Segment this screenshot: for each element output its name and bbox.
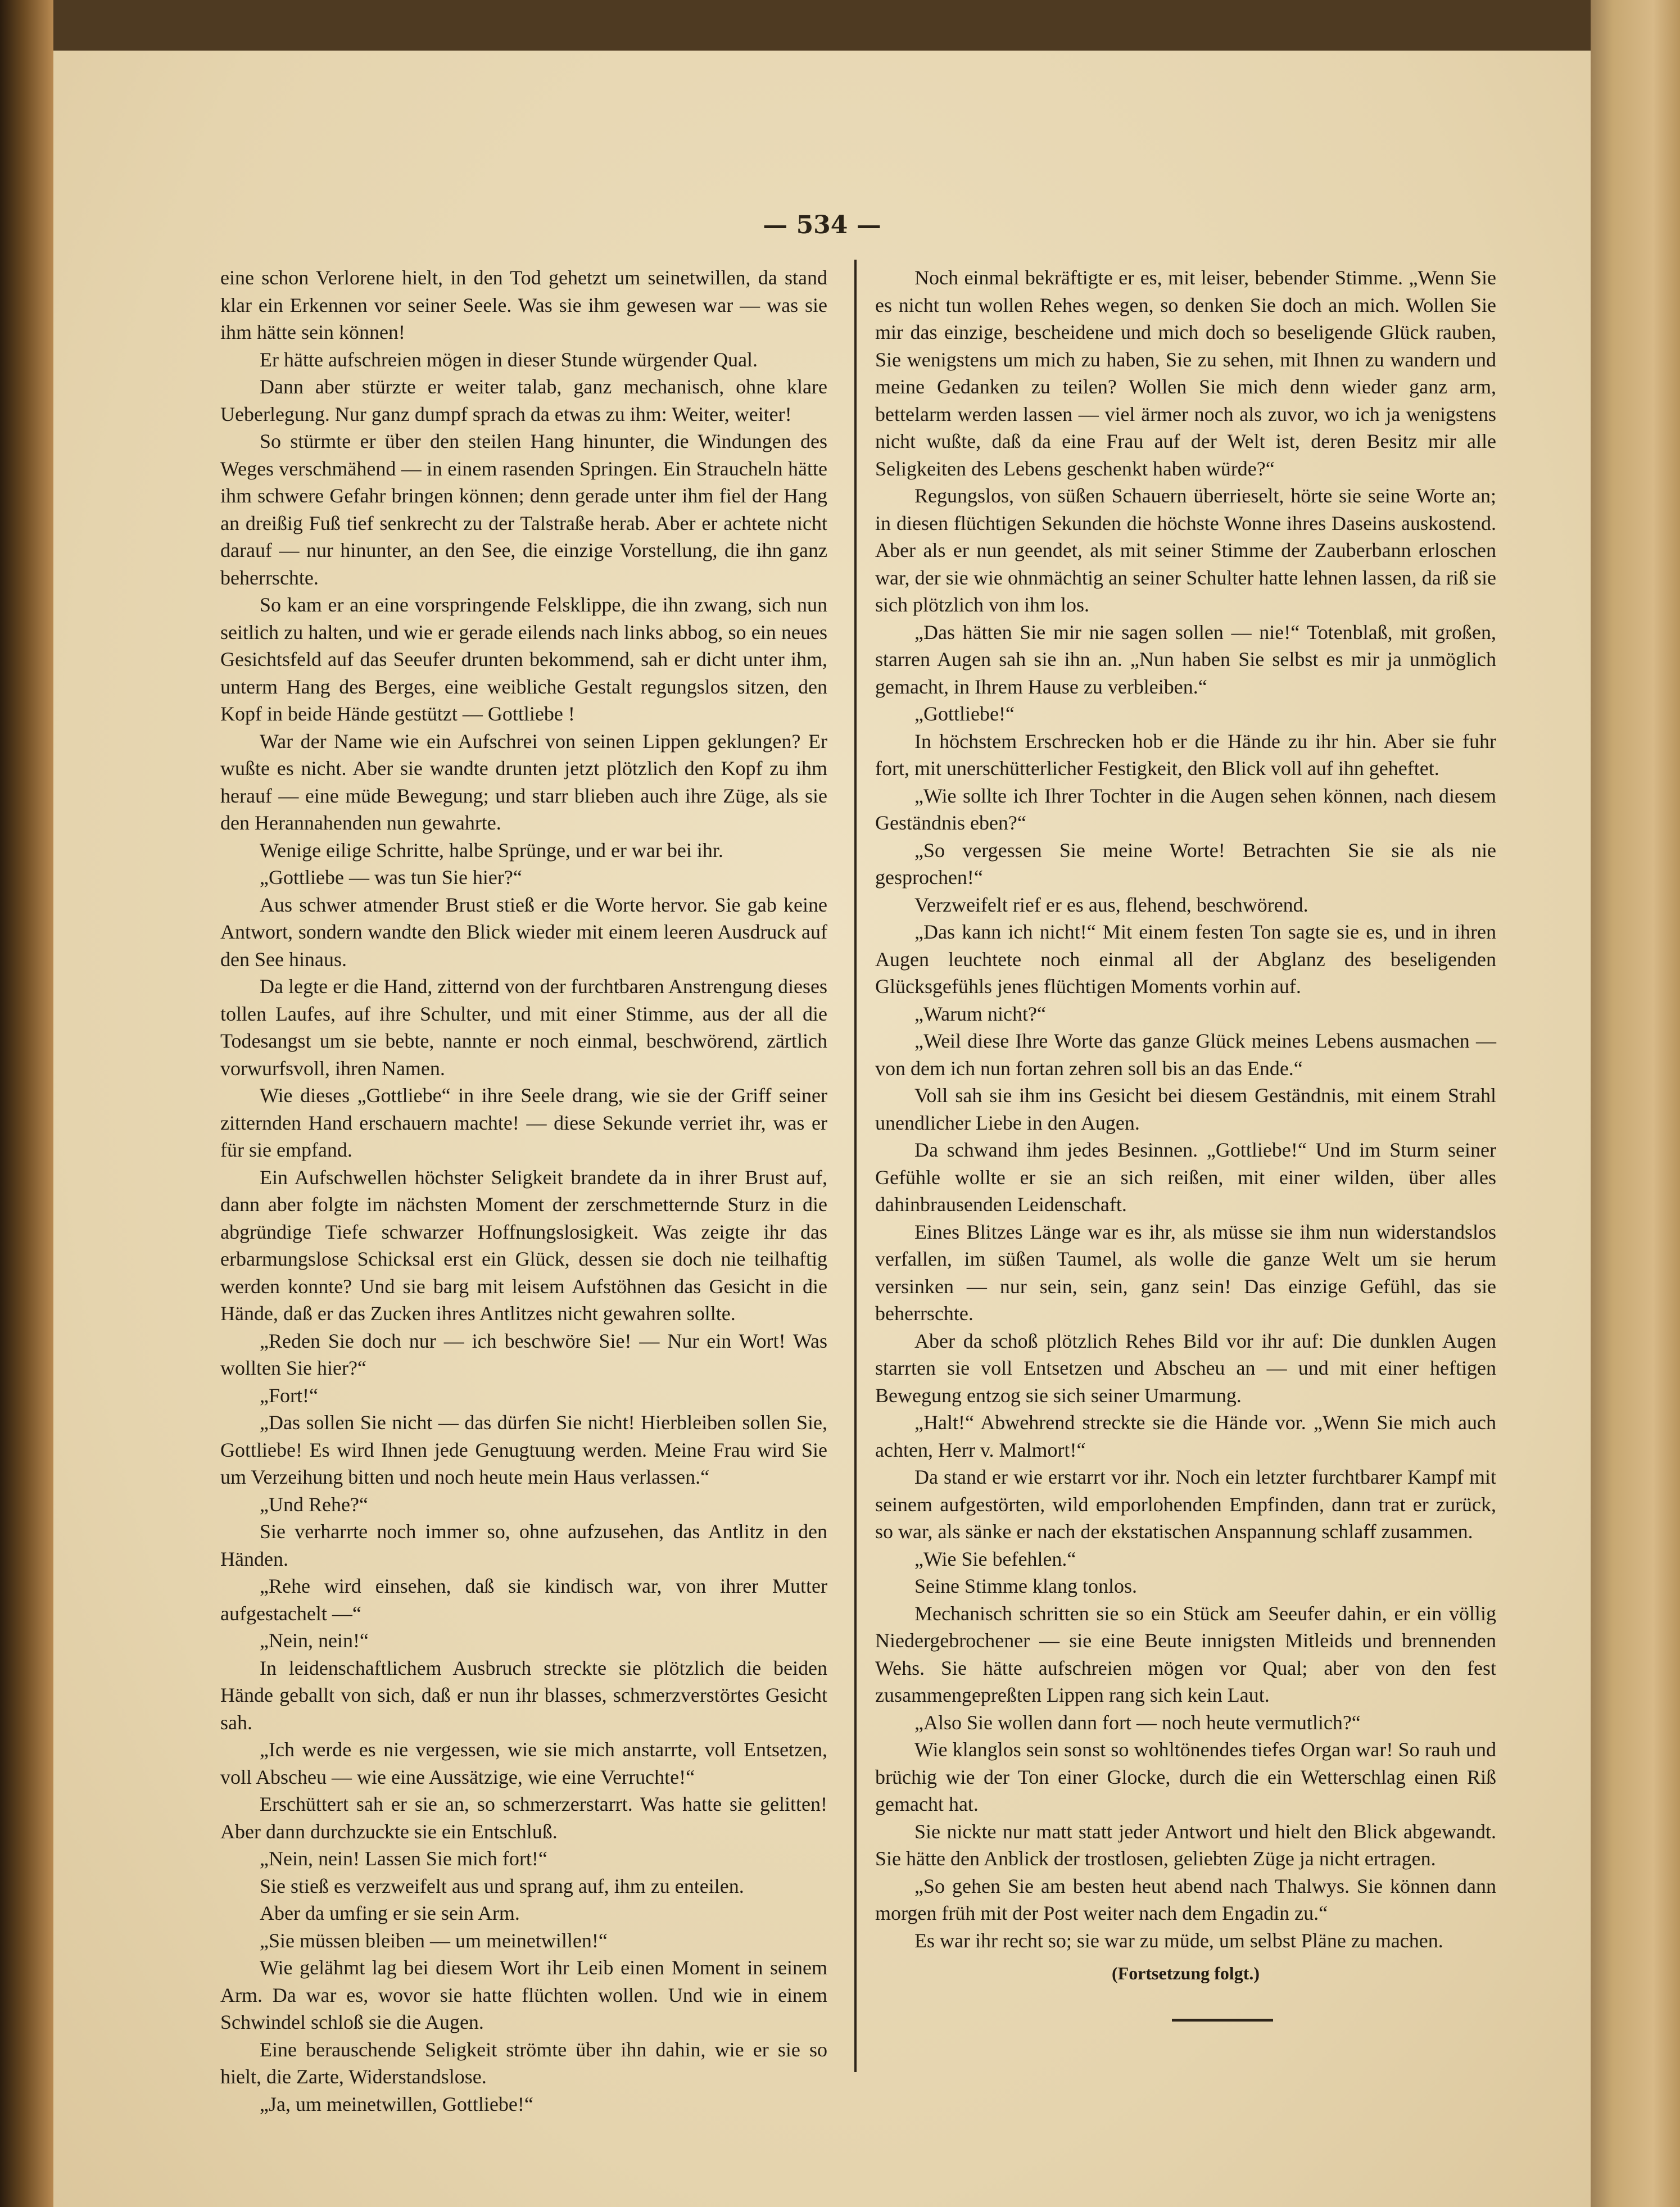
paragraph: Es war ihr recht so; sie war zu müde, um selbst Pläne zu machen. xyxy=(914,1929,1443,1952)
paragraph: Da schwand ihm jedes Besinnen. „Gottliebe!“ Und im Sturm seiner Gefühle wollte er sie an sich reißen, mit einer wilden, über alles dahinbrausenden Leidenschaft. xyxy=(875,1139,1496,1216)
paragraph: „Ja, um meinetwillen, Gottliebe!“ xyxy=(260,2092,533,2115)
page-number: — 534 — xyxy=(763,211,881,239)
text-column-left xyxy=(220,264,827,2115)
paragraph: Er hätte aufschreien mögen in dieser Stunde würgender Qual. xyxy=(260,348,758,371)
paragraph: In leidenschaftlichem Ausbruch streckte sie plötzlich die beiden Hände geballt von sich, daß er nun ihr blasses, schmerzverstörtes Gesicht sah. xyxy=(220,1656,827,1734)
paragraph: Da legte er die Hand, zitternd von der furchtbaren Anstrengung dieses tollen Laufes, auf ihre Schulter, und mit einer Stimme, aus der all die Todesangst um sie bebte, nannte er noch einmal, beschwörend, zärtlich vorwurfsvoll, ihren Namen. xyxy=(220,975,827,1080)
paragraph: Mechanisch schritten sie so ein Stück am Seeufer dahin, er ein völlig Niedergebrochener — sie eine Beute innigsten Mitleids und brennenden Wehs. Sie hätte aufschreien mögen vor Qual; aber von den fest zusammengepreßten Lippen rang sich kein Laut. xyxy=(875,1602,1496,1706)
paragraph: „Das kann ich nicht!“ Mit einem festen Ton sagte sie es, und in ihren Augen leuchtete noch einmal all der Abglanz des beseligenden Glücksgefühls jenes flüchtigen Moments vorhin auf. xyxy=(875,921,1496,998)
paragraph: „Wie sollte ich Ihrer Tochter in die Augen sehen können, nach diesem Geständnis eben?“ xyxy=(875,784,1496,834)
paragraph: Aus schwer atmender Brust stieß er die Worte hervor. Sie gab keine Antwort, sondern wandte den Blick wieder mit einem leeren Ausdruck auf den See hinaus. xyxy=(220,893,827,971)
paragraph: „Fort!“ xyxy=(260,1384,318,1407)
paragraph: Seine Stimme klang tonlos. xyxy=(914,1575,1137,1597)
paragraph: War der Name wie ein Aufschrei von seinen Lippen geklungen? Er wußte es nicht. Aber sie wandte drunten jetzt plötzlich den Kopf zu ihm herauf — eine müde Bewegung; und starr blieben auch ihre Züge, als sie den Herannahenden nun gewahrte. xyxy=(220,729,827,834)
continued-note: (Fortsetzung folgt.) xyxy=(1111,1963,1260,1983)
column-divider xyxy=(854,260,857,2072)
paragraph: Dann aber stürzte er weiter talab, ganz mechanisch, ohne klare Ueberlegung. Nur ganz dumpf sprach da etwas zu ihm: Weiter, weiter! xyxy=(220,375,827,425)
paragraph: „Und Rehe?“ xyxy=(260,1493,368,1516)
paragraph: Aber da schoß plötzlich Rehes Bild vor ihr auf: Die dunklen Augen starrten sie voll Entsetzen und Abscheu an — und mit einer heftigen Bewegung entzog sie sich seiner Umarmung. xyxy=(875,1329,1496,1407)
paragraph: Regungslos, von süßen Schauern überrieselt, hörte sie seine Worte an; in diesen flüchtigen Sekunden die höchste Wonne ihres Daseins auskostend. Aber als er nun geendet, als mit seiner Stimme der Zauberbann erloschen war, der sie wie ohnmächtig an seiner Schulter hatte lehnen lassen, da riß sie sich plötzlich von ihm los. xyxy=(875,484,1496,616)
paragraph: Sie stieß es verzweifelt aus und sprang auf, ihm zu enteilen. xyxy=(260,1874,744,1897)
paragraph: „Gottliebe — was tun Sie hier?“ xyxy=(260,866,522,889)
paragraph: Sie nickte nur matt statt jeder Antwort und hielt den Blick abgewandt. Sie hätte den Anblick der trostlosen, geliebten Züge ja nicht ertragen. xyxy=(875,1820,1496,1870)
paragraph: „Weil diese Ihre Worte das ganze Glück meines Lebens ausmachen — von dem ich nun fortan zehren soll bis an das Ende.“ xyxy=(875,1030,1496,1080)
paragraph: Eine berauschende Seligkeit strömte über ihn dahin, wie er sie so hielt, die Zarte, Widerstandslose. xyxy=(220,2038,827,2088)
binding-shadow xyxy=(0,0,53,2207)
paragraph: „Also Sie wollen dann fort — noch heute vermutlich?“ xyxy=(914,1711,1361,1734)
paragraph: Aber da umfing er sie sein Arm. xyxy=(260,1902,520,1924)
newspaper-page xyxy=(53,51,1591,2207)
end-rule xyxy=(1172,2019,1273,2022)
paragraph: Noch einmal bekräftigte er es, mit leiser, bebender Stimme. „Wenn Sie es nicht tun wollen Rehes wegen, so denken Sie doch an mich. Wollen Sie mir das einzige, bescheidene und mich doch so beseligende Glück rauben, Sie wenigstens um mich zu haben, Sie zu sehen, mit Ihnen zu wandern und meine Gedanken zu teilen? Wollen Sie mich denn wieder ganz arm, bettelarm werden lassen — viel ärmer noch als zuvor, wo ich ja wenigstens nicht wußte, daß da eine Frau auf der Welt ist, deren Besitz mir alle Seligkeiten des Lebens geschenkt haben würde?“ xyxy=(875,266,1496,480)
paragraph: Sie verharrte noch immer so, ohne aufzusehen, das Antlitz in den Händen. xyxy=(220,1520,827,1570)
paragraph: Erschüttert sah er sie an, so schmerzerstarrt. Was hatte sie gelitten! Aber dann durchzuckte sie ein Entschluß. xyxy=(220,1793,827,1843)
paragraph: Ein Aufschwellen höchster Seligkeit brandete da in ihrer Brust auf, dann aber folgte im nächsten Moment der zerschmetternde Sturz in die abgründige Tiefe schwarzer Hoffnungslosigkeit. Was zeigte ihr das erbarmungslose Schicksal erst ein Glück, dessen sie doch nie teilhaftig werden konnte? Und sie barg mit leisem Aufstöhnen das Gesicht in die Hände, daß er das Zucken ihres Antlitzes nicht gewahren sollte. xyxy=(220,1166,827,1325)
paragraph: „Gottliebe!“ xyxy=(914,703,1015,725)
paragraph: In höchstem Erschrecken hob er die Hände zu ihr hin. Aber sie fuhr fort, mit unerschütterlicher Festigkeit, den Blick voll auf ihn geheftet. xyxy=(875,729,1496,780)
paragraph: „Reden Sie doch nur — ich beschwöre Sie! — Nur ein Wort! Was wollten Sie hier?“ xyxy=(220,1329,827,1379)
text-column-right xyxy=(875,264,1496,2091)
paragraph: Eines Blitzes Länge war es ihr, als müsse sie ihm nun widerstandslos verfallen, im süßen Taumel, als wolle die ganze Welt um sie herum versinken — nur sein, sein, ganz sein! Das einzige Gefühl, das sie beherrschte. xyxy=(875,1220,1496,1325)
paragraph: „So gehen Sie am besten heut abend nach Thalwys. Sie können dann morgen früh mit der Post weiter nach dem Engadin zu.“ xyxy=(875,1874,1496,1924)
paragraph: „Wie Sie befehlen.“ xyxy=(914,1547,1076,1570)
paragraph: „Nein, nein!“ xyxy=(260,1629,369,1652)
paragraph: So stürmte er über den steilen Hang hinunter, die Windungen des Weges verschmähend — in einem rasenden Springen. Ein Straucheln hätte ihm schwere Gefahr bringen können; denn gerade unter ihm fiel der Hang an dreißig Fuß tief senkrecht zu der Talstraße herab. Aber er achtete nicht darauf — nur hinunter, an den See, die einzige Vorstellung, die ihn ganz beherrschte. xyxy=(220,430,827,589)
paragraph: „Halt!“ Abwehrend streckte sie die Hände vor. „Wenn Sie mich auch achten, Herr v. Malmort!“ xyxy=(875,1411,1496,1461)
page-edge xyxy=(1591,0,1680,2207)
paragraph: „So vergessen Sie meine Worte! Betrachten Sie sie als nie gesprochen!“ xyxy=(875,839,1496,889)
paragraph: „Warum nicht?“ xyxy=(914,1002,1046,1025)
paragraph: Da stand er wie erstarrt vor ihr. Noch ein letzter furchtbarer Kampf mit seinem aufgestörten, wild emporlohenden Empfinden, dann trat er zurück, so war, als sänke er nach der ekstatischen Anspannung schlaff zusammen. xyxy=(875,1466,1496,1543)
paragraph: eine schon Verlorene hielt, in den Tod gehetzt um seinetwillen, da stand klar ein Erkennen vor seiner Seele. Was sie ihm gewesen war — was sie ihm hätte sein können! xyxy=(220,266,827,343)
paragraph: Wenige eilige Schritte, halbe Sprünge, und er war bei ihr. xyxy=(260,839,723,862)
paragraph: „Das hätten Sie mir nie sagen sollen — nie!“ Totenblaß, mit großen, starren Augen sah sie ihn an. „Nun haben Sie selbst es mir ja unmöglich gemacht, in Ihrem Hause zu verbleiben.“ xyxy=(875,620,1496,698)
paragraph: Wie klanglos sein sonst so wohltönendes tiefes Organ war! So rauh und brüchig wie der Ton einer Glocke, durch die ein Wetterschlag einen Riß gemacht hat. xyxy=(875,1738,1496,1815)
paragraph: Wie gelähmt lag bei diesem Wort ihr Leib einen Moment in seinem Arm. Da war es, wovor sie hatte flüchten wollen. Und wie in einem Schwindel schloß sie die Augen. xyxy=(220,1956,827,2033)
paragraph: „Rehe wird einsehen, daß sie kindisch war, von ihrer Mutter aufgestachelt —“ xyxy=(220,1575,827,1625)
paragraph: Voll sah sie ihm ins Gesicht bei diesem Geständnis, mit einem Strahl unendlicher Liebe in den Augen. xyxy=(875,1084,1496,1134)
paragraph: „Ich werde es nie vergessen, wie sie mich anstarrte, voll Entsetzen, voll Abscheu — wie eine Aussätzige, wie eine Verruchte!“ xyxy=(220,1738,827,1788)
paragraph: „Nein, nein! Lassen Sie mich fort!“ xyxy=(260,1847,547,1870)
paragraph: So kam er an eine vorspringende Felsklippe, die ihn zwang, sich nun seitlich zu halten, und wie er gerade eilends nach links abbog, so ein neues Gesichtsfeld auf das Seeufer drunten bekommend, sah er dicht unter ihm, unterm Hang des Berges, eine weibliche Gestalt regungslos sitzen, den Kopf in beide Hände gestützt — Gottliebe ! xyxy=(220,593,827,725)
paragraph: „Das sollen Sie nicht — das dürfen Sie nicht! Hierbleiben sollen Sie, Gottliebe! Es wird Ihnen jede Genugtuung werden. Meine Frau wird Sie um Verzeihung bitten und noch heute mein Haus verlassen.“ xyxy=(220,1411,827,1488)
paragraph: Verzweifelt rief er es aus, flehend, beschwörend. xyxy=(914,893,1308,916)
paragraph: „Sie müssen bleiben — um meinetwillen!“ xyxy=(260,1929,608,1952)
paragraph: Wie dieses „Gottliebe“ in ihre Seele drang, wie sie der Griff seiner zitternden Hand erschauern machte! — diese Sekunde verriet ihr, was er für sie empfand. xyxy=(220,1084,827,1161)
